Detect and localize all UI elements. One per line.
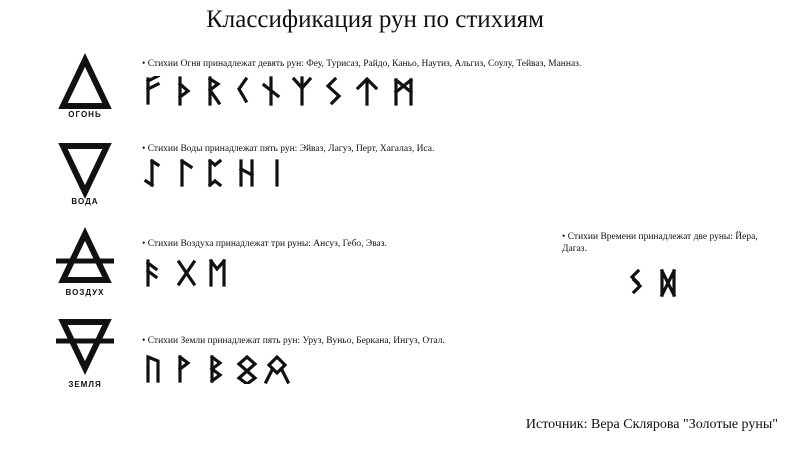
element-description-fire: • Стихии Огня принадлежат девять рун: Феу, Турисаз, Райдо, Каньо, Наутиз, Альгиз, Соулу, Тейваз, Манназ. [142, 59, 582, 69]
rune-kenaz [239, 79, 246, 101]
element-description-earth: • Стихии Земли принадлежат пять рун: Уруз, Вуньо, Беркана, Ингуз, Отал. [142, 336, 445, 346]
element-description-air: • Стихии Воздуха принадлежат три руны: Ансуз, Гебо, Эваз. [142, 239, 387, 249]
element-label-water: ВОДА [71, 197, 99, 206]
rune-tiwaz [358, 79, 376, 104]
rune-nauthiz [264, 78, 278, 104]
rune-algiz [294, 78, 310, 104]
rune-raido [210, 78, 219, 104]
rune-mannaz [396, 80, 411, 104]
rune-ingwaz [239, 357, 255, 384]
page-title: Классификация рун по стихиям [206, 6, 544, 33]
element-label-fire: ОГОНЬ [68, 110, 102, 119]
element-label-earth: ЗЕМЛЯ [68, 380, 102, 389]
rune-row-earth [142, 354, 302, 384]
air-triangle-icon [50, 226, 120, 296]
rune-berkana [212, 357, 220, 381]
rune-eihwaz [146, 161, 158, 185]
rune-thurisaz [180, 78, 188, 104]
rune-fehu [148, 76, 158, 103]
rune-gebo [179, 262, 194, 284]
rune-ehwaz [211, 261, 224, 285]
rune-row-air [142, 258, 242, 288]
rune-wunjo [180, 357, 188, 381]
earth-triangle-icon [50, 314, 120, 384]
rune-jera [632, 271, 640, 292]
rune-sowilo [328, 79, 339, 103]
rune-row-fire [142, 76, 422, 106]
time-description: • Стихии Времени принадлежат две руны: Йера, Дагаз. [562, 232, 758, 254]
element-description-water: • Стихии Воды принадлежат пять рун: Эйваз, Лагуз, Перт, Хагалаз, Иса. [142, 144, 435, 154]
rune-dagaz [662, 271, 674, 295]
rune-uruz [148, 357, 158, 381]
element-label-air: ВОЗДУХ [65, 288, 105, 297]
rune-row-time [624, 268, 684, 298]
rune-perthro [210, 161, 220, 185]
rune-hagalaz [241, 161, 252, 185]
rune-row-water [142, 158, 302, 188]
rune-ansuz [148, 261, 156, 285]
rune-laguz [182, 161, 191, 185]
source-citation: Источник: Вера Склярова "Золотые руны" [525, 417, 778, 432]
rune-othala [266, 357, 288, 382]
